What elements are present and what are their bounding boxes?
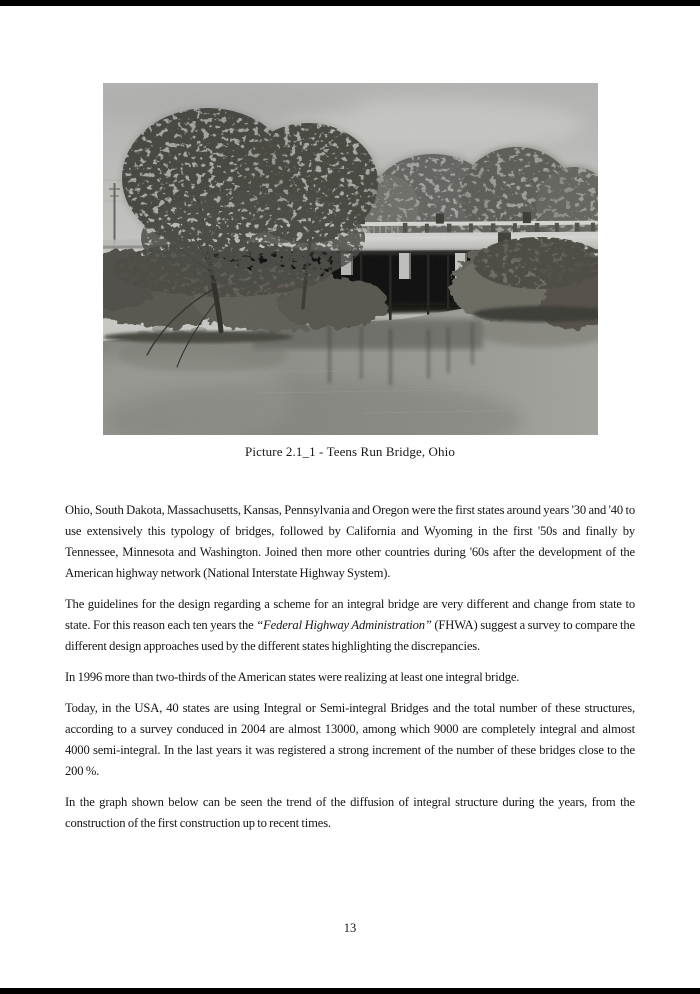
figure-image-container xyxy=(103,83,598,435)
paragraph-3: In 1996 more than two-thirds of the American states were realizing at least one integral bridge. xyxy=(65,670,520,684)
page-bottom-border xyxy=(0,988,700,994)
paragraph-1: Ohio, South Dakota, Massachusetts, Kansas, Pennsylvania and Oregon were the first states around years '30 and '40 to use extensively this typology of bridges, followed by California and Wyoming in the first '50s and finally by Tennessee, Minnesota and Washington. Joined then more other countries during '60s after the development of the American highway network (National Interstate Highway System). xyxy=(65,503,635,580)
paragraph-2 xyxy=(65,594,635,657)
paragraph-2-italic-quote: “Federal Highway Administration” xyxy=(256,618,432,632)
paragraph-2-lead: The guidelines for the design regarding a scheme for an integral bridge are very different and change from state to state. For this reason each ten years the xyxy=(65,597,635,632)
paragraph-5: In the graph shown below can be seen the trend of the diffusion of integral structure during the years, from the construction of the first construction up to recent times. xyxy=(65,795,635,830)
figure-caption: Picture 2.1_1 - Teens Run Bridge, Ohio xyxy=(245,444,455,459)
paragraph-2-tail: (FHWA) suggest a survey to compare the different design approaches used by the different states highlighting the discrepancies. xyxy=(65,618,635,653)
paragraph-4: Today, in the USA, 40 states are using Integral or Semi-integral Bridges and the total number of these structures, according to a survey conduced in 2004 are almost 13000, among which 9000 are completely integral and almost 4000 semi-integral. In the last years it was registered a strong increment of the number of these bridges close to the 200 %. xyxy=(65,701,635,778)
document-body xyxy=(65,500,635,844)
page-top-border xyxy=(0,0,700,6)
page-number: 13 xyxy=(343,921,357,935)
bridge-photo xyxy=(103,83,598,435)
